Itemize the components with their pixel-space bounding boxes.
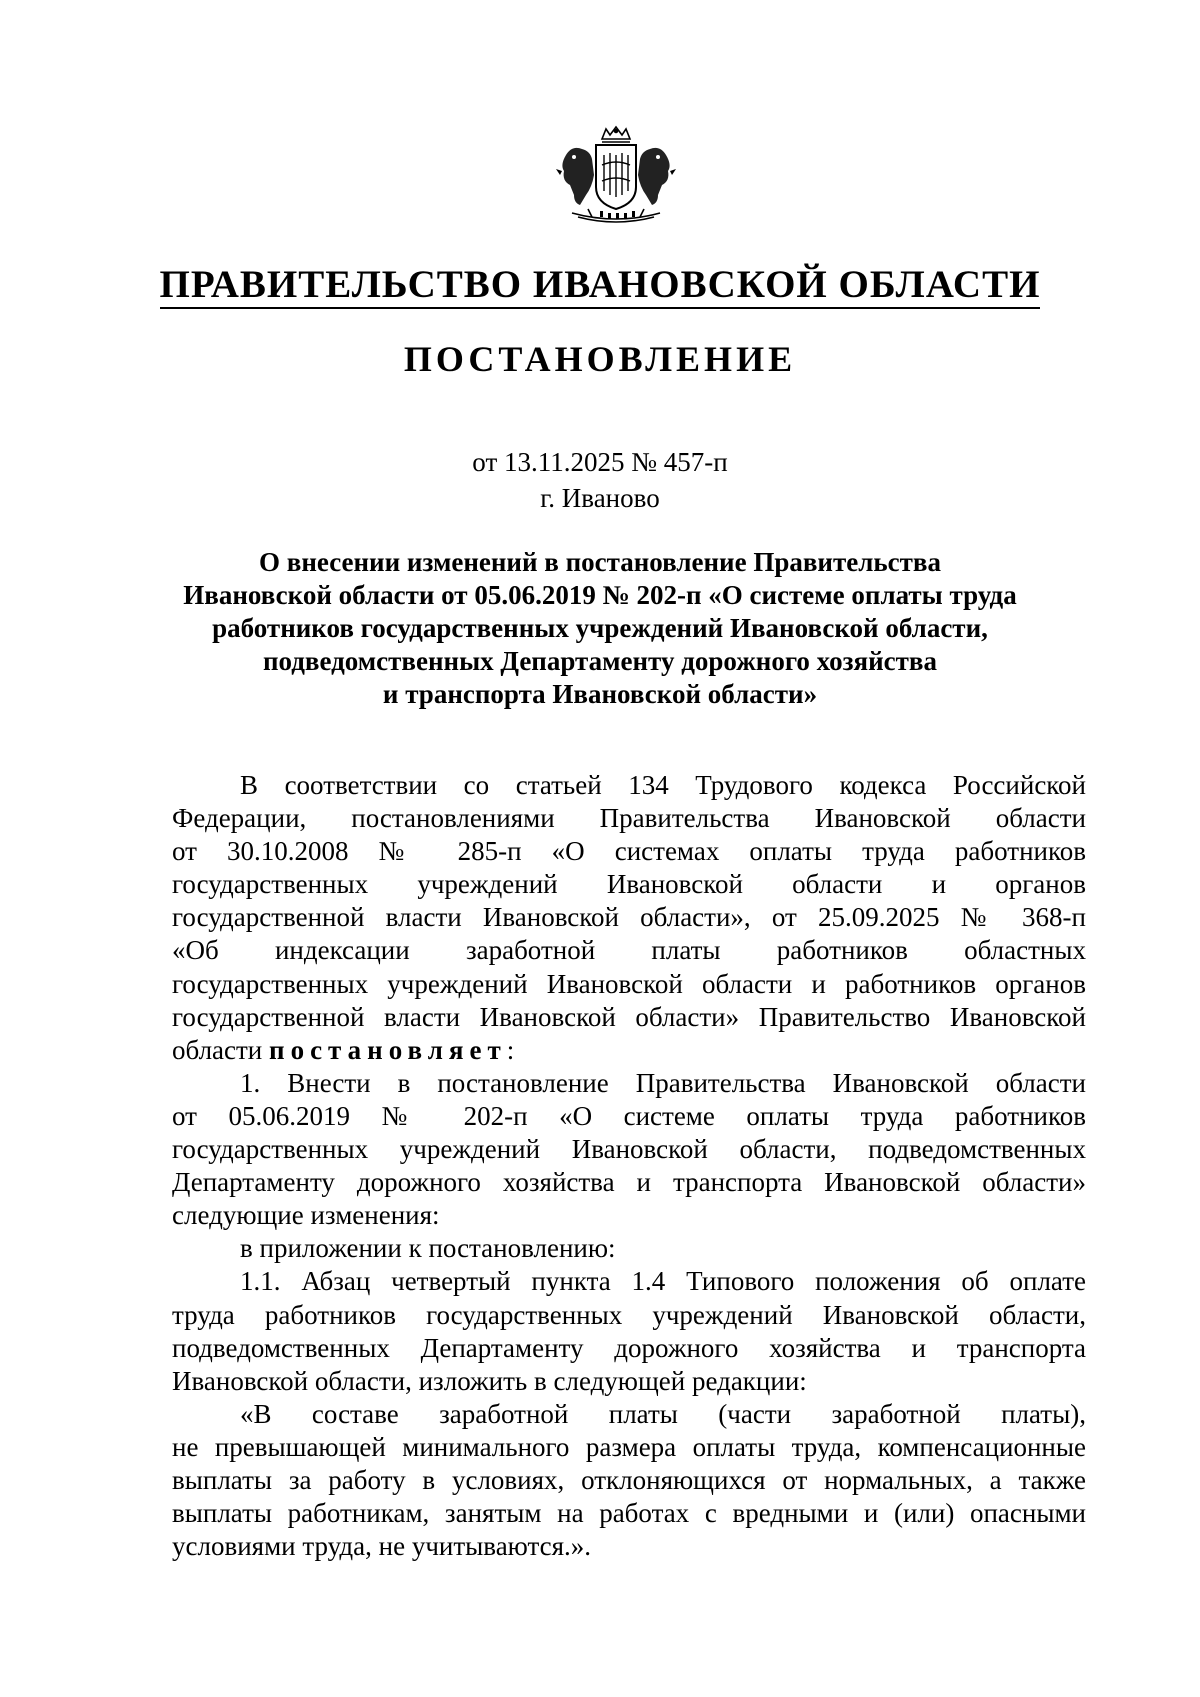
body-line: государственных учреждений Ивановской области и работников органов	[172, 968, 1086, 999]
subject-line: работников государственных учреждений Ивановской области,	[212, 613, 988, 643]
body-line: 1.1. Абзац четвертый пункта 1.4 Типового положения об оплате	[240, 1266, 1086, 1297]
subject-line: подведомственных Департаменту дорожного хозяйства	[262, 646, 937, 676]
body-line: подведомственных Департаменту дорожного хозяйства и транспорта	[172, 1332, 1086, 1363]
body-line: государственных учреждений Ивановской области и органов	[172, 869, 1086, 900]
ivanovo-coat-of-arms-icon	[552, 125, 680, 227]
body-line: труда работников государственных учреждений Ивановской области,	[172, 1299, 1086, 1330]
body-line	[172, 1034, 1086, 1067]
body-line: от 05.06.2019 № 202-п «О системе оплаты труда работников	[172, 1100, 1086, 1131]
body-line: Федерации, постановлениями Правительства Ивановской области	[172, 803, 1086, 834]
body-line: государственной власти Ивановской области» Правительство Ивановской	[172, 1001, 1086, 1032]
city: г. Иваново	[540, 483, 660, 513]
body-line: «В составе заработной платы (части заработной платы),	[240, 1398, 1086, 1429]
body-line: государственной власти Ивановской области», от 25.09.2025 № 368-п	[172, 902, 1086, 933]
body-line: 1. Внести в постановление Правительства Ивановской области	[240, 1067, 1086, 1098]
body-fragment: области	[172, 1034, 263, 1065]
subject-line: Ивановской области от 05.06.2019 № 202-п «О системе оплаты труда	[183, 580, 1017, 610]
date-and-place	[0, 444, 1200, 516]
body-line: не превышающей минимального размера оплаты труда, компенсационные	[172, 1431, 1086, 1462]
body-line: В соответствии со статьей 134 Трудового кодекса Российской	[240, 770, 1086, 800]
document-subject	[0, 546, 1200, 711]
body-line: Департаменту дорожного хозяйства и транспорта Ивановской области»	[172, 1167, 1086, 1198]
body-line: следующие изменения:	[172, 1200, 440, 1231]
body-line: выплаты за работу в условиях, отклоняющихся от нормальных, а также	[172, 1464, 1086, 1495]
body-line: «Об индексации заработной платы работников областных	[172, 935, 1086, 966]
body-fragment: :	[506, 1034, 515, 1065]
document-body	[172, 769, 1086, 1563]
subject-line: и транспорта Ивановской области»	[382, 679, 818, 709]
date-number: от 13.11.2025 № 457-п	[472, 447, 728, 477]
body-line: условиями труда, не учитываются.».	[172, 1531, 592, 1562]
body-line: в приложении к постановлению:	[240, 1233, 616, 1264]
body-line: выплаты работникам, занятым на работах с вредными и (или) опасными	[172, 1498, 1086, 1529]
government-title: ПРАВИТЕЛЬСТВО ИВАНОВСКОЙ ОБЛАСТИ	[0, 262, 1200, 309]
body-line: от 30.10.2008 № 285-п «О системах оплаты труда работников	[172, 836, 1086, 867]
body-line: государственных учреждений Ивановской области, подведомственных	[172, 1134, 1086, 1165]
resolves-word: постановляет	[269, 1034, 507, 1065]
document-type: ПОСТАНОВЛЕНИЕ	[403, 339, 797, 379]
subject-line: О внесении изменений в постановление Правительства	[259, 547, 941, 577]
body-line: Ивановской области, изложить в следующей редакции:	[172, 1365, 807, 1396]
